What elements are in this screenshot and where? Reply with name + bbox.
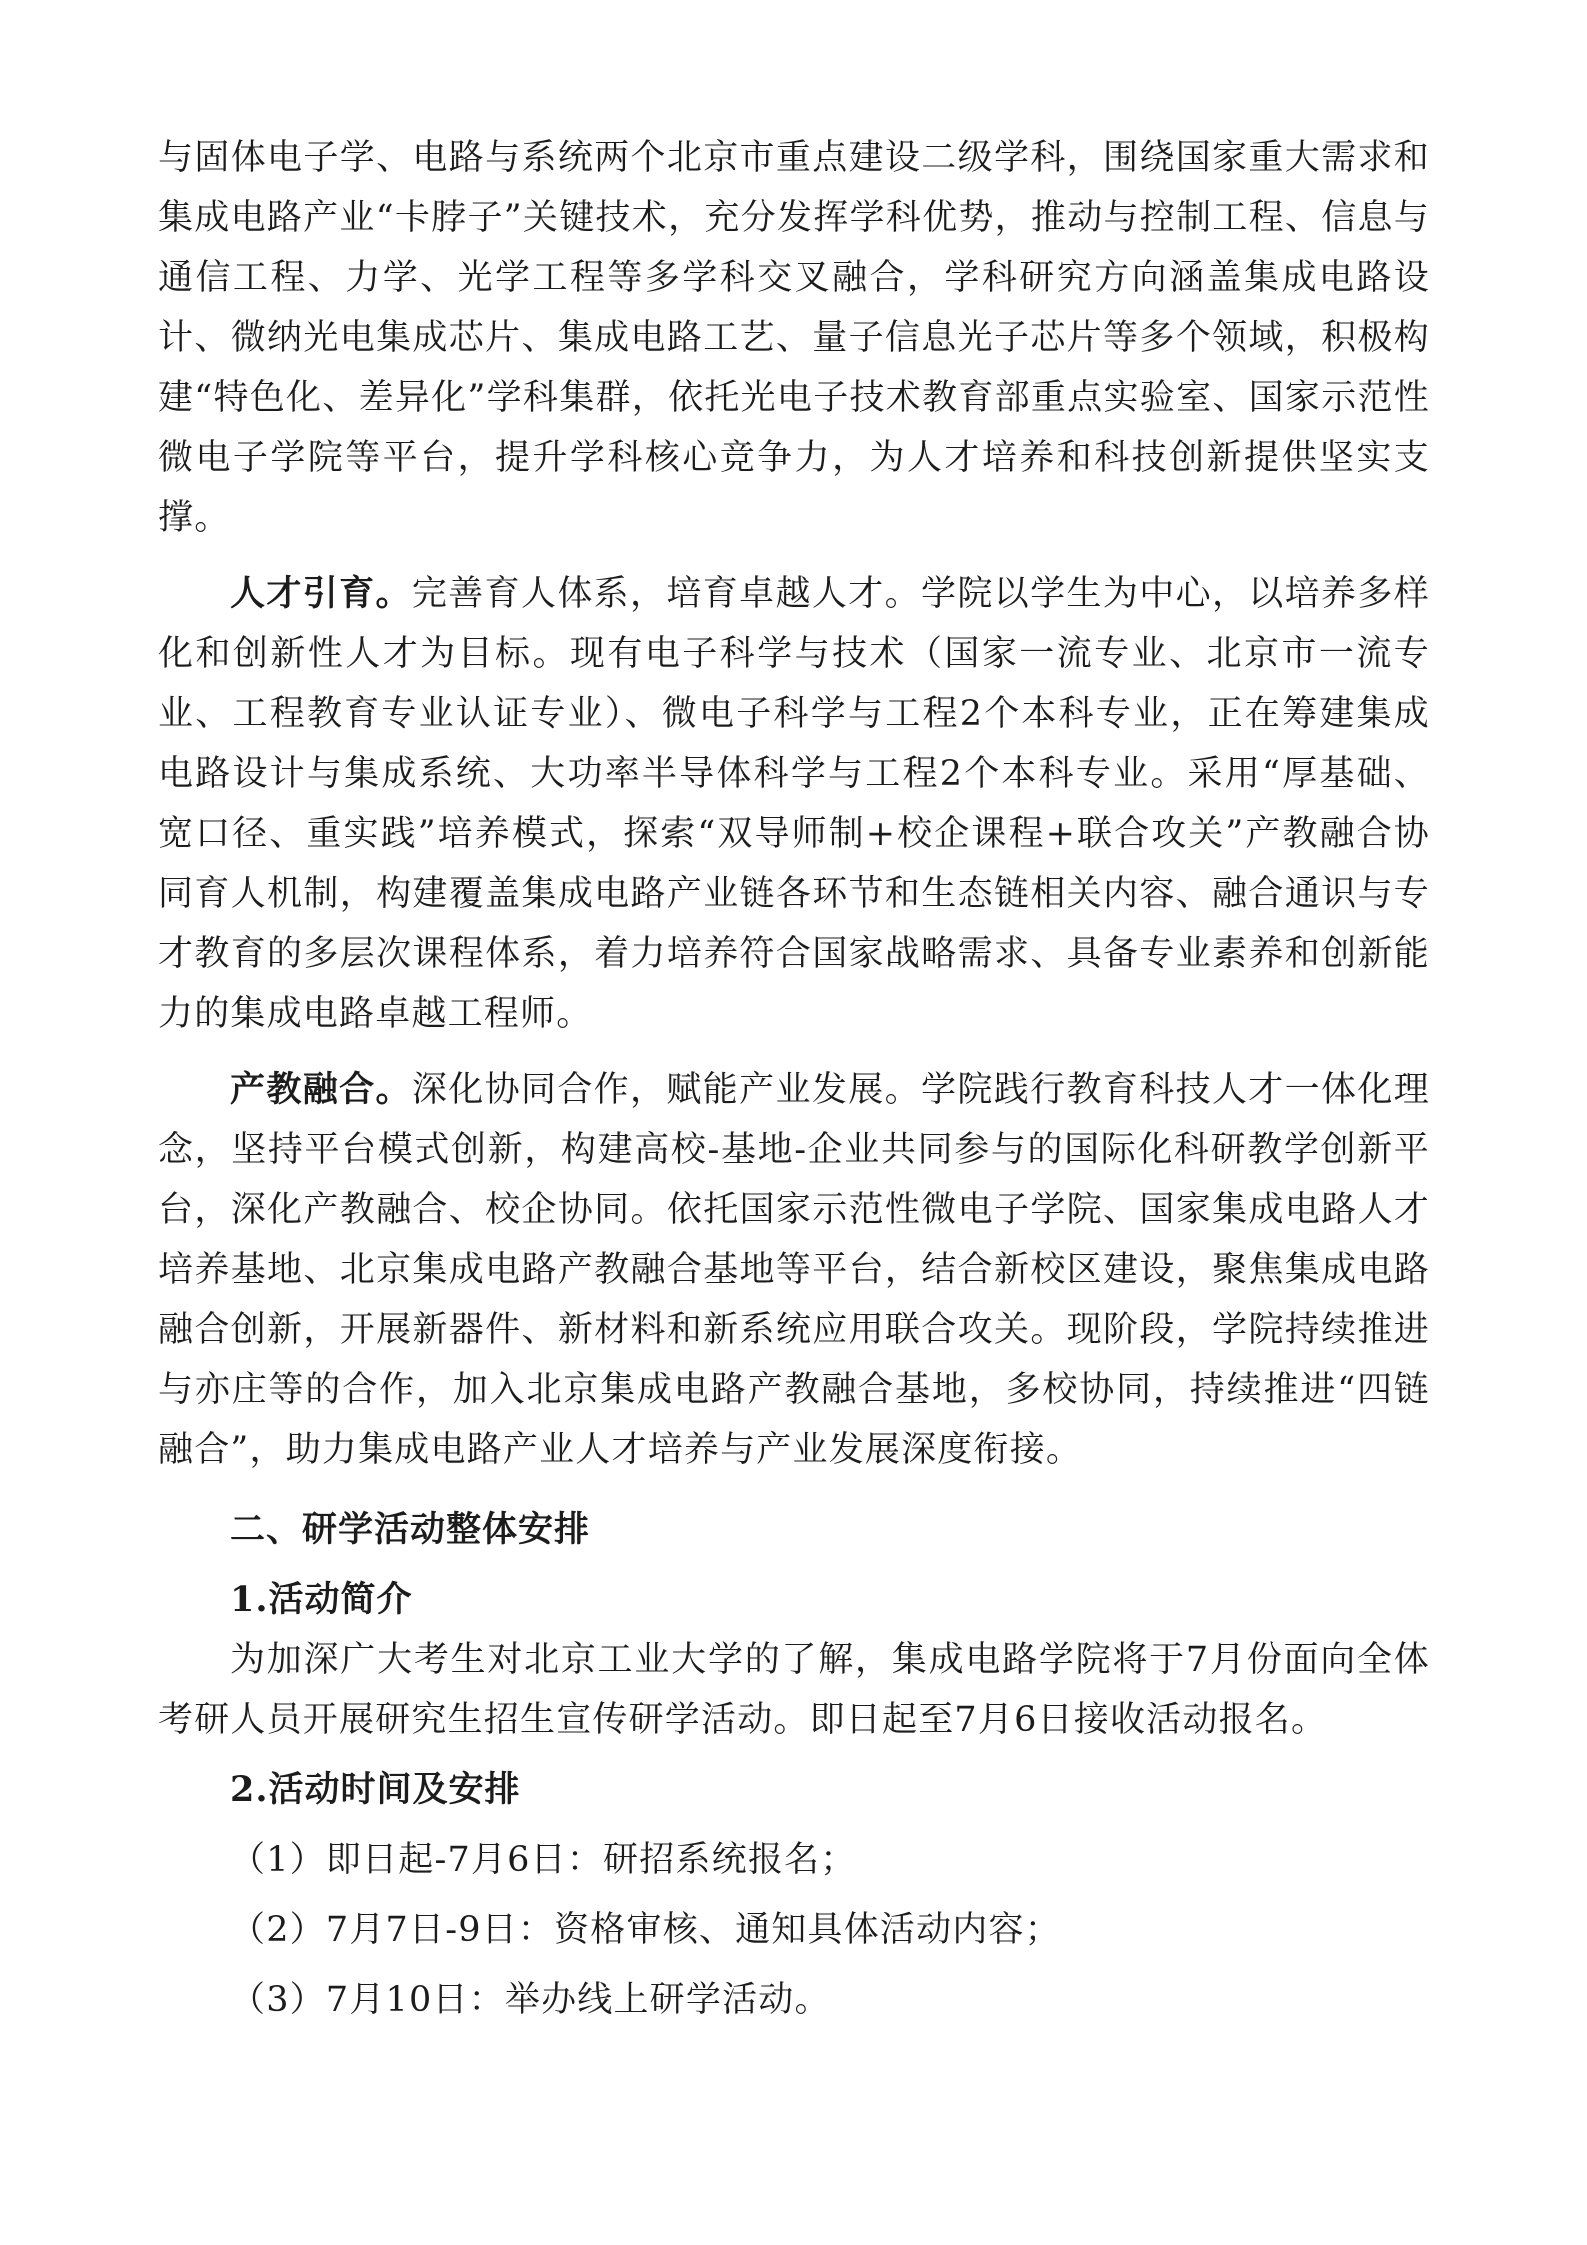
- subheading-activity-intro: 1.活动简介: [230, 1579, 413, 1620]
- talent-paragraph: [158, 564, 1430, 1044]
- schedule-item: （1）即日起-7月6日：研招系统报名；: [230, 1840, 857, 1880]
- activity-intro-paragraph: 为加深广大考生对北京工业大学的了解，集成电路学院将于7月份面向全体考研人员开展研究生招生宣传研学活动。即日起至7月6日接收活动报名。: [158, 1640, 1430, 1740]
- industry-paragraph: [158, 1060, 1430, 1480]
- schedule-item: （2）7月7日-9日：资格审核、通知具体活动内容；: [230, 1910, 1061, 1950]
- talent-lead: 人才引育。: [230, 573, 412, 614]
- section-heading-activity-arrangement: 二、研学活动整体安排: [230, 1509, 591, 1550]
- document-page: [158, 128, 1430, 2030]
- subheading-activity-schedule: 2.活动时间及安排: [230, 1769, 521, 1810]
- industry-text: 深化协同合作，赋能产业发展。学院践行教育科技人才一体化理念，坚持平台模式创新，构建高校-基地-企业共同参与的国际化科研教学创新平台，深化产教融合、校企协同。依托国家示范性微电子学院、国家集成电路人才培养基地、北京集成电路产教融合基地等平台，结合新校区建设，聚焦集成电路融合创新，开展新器件、新材料和新系统应用联合攻关。现阶段，学院持续推进与亦庄等的合作，加入北京集成电路产教融合基地，多校协同，持续推进“四链融合”，助力集成电路产业人才培养与产业发展深度衔接。: [158, 1070, 1430, 1470]
- talent-text: 完善育人体系，培育卓越人才。学院以学生为中心，以培养多样化和创新性人才为目标。现有电子科学与技术（国家一流专业、北京市一流专业、工程教育专业认证专业）、微电子科学与工程2个本科专业，正在筹建集成电路设计与集成系统、大功率半导体科学与工程2个本科专业。采用“厚基础、宽口径、重实践”培养模式，探索“双导师制+校企课程+联合攻关”产教融合协同育人机制，构建覆盖集成电路产业链各环节和生态链相关内容、融合通识与专才教育的多层次课程体系，着力培养符合国家战略需求、具备专业素养和创新能力的集成电路卓越工程师。: [158, 574, 1430, 1034]
- schedule-item: （3）7月10日：举办线上研学活动。: [230, 1980, 831, 2020]
- intro-paragraph: 与固体电子学、电路与系统两个北京市重点建设二级学科，围绕国家重大需求和集成电路产业“卡脖子”关键技术，充分发挥学科优势，推动与控制工程、信息与通信工程、力学、光学工程等多学科交叉融合，学科研究方向涵盖集成电路设计、微纳光电集成芯片、集成电路工艺、量子信息光子芯片等多个领域，积极构建“特色化、差异化”学科集群，依托光电子技术教育部重点实验室、国家示范性微电子学院等平台，提升学科核心竞争力，为人才培养和科技创新提供坚实支撑。: [158, 138, 1430, 538]
- industry-lead: 产教融合。: [230, 1069, 412, 1110]
